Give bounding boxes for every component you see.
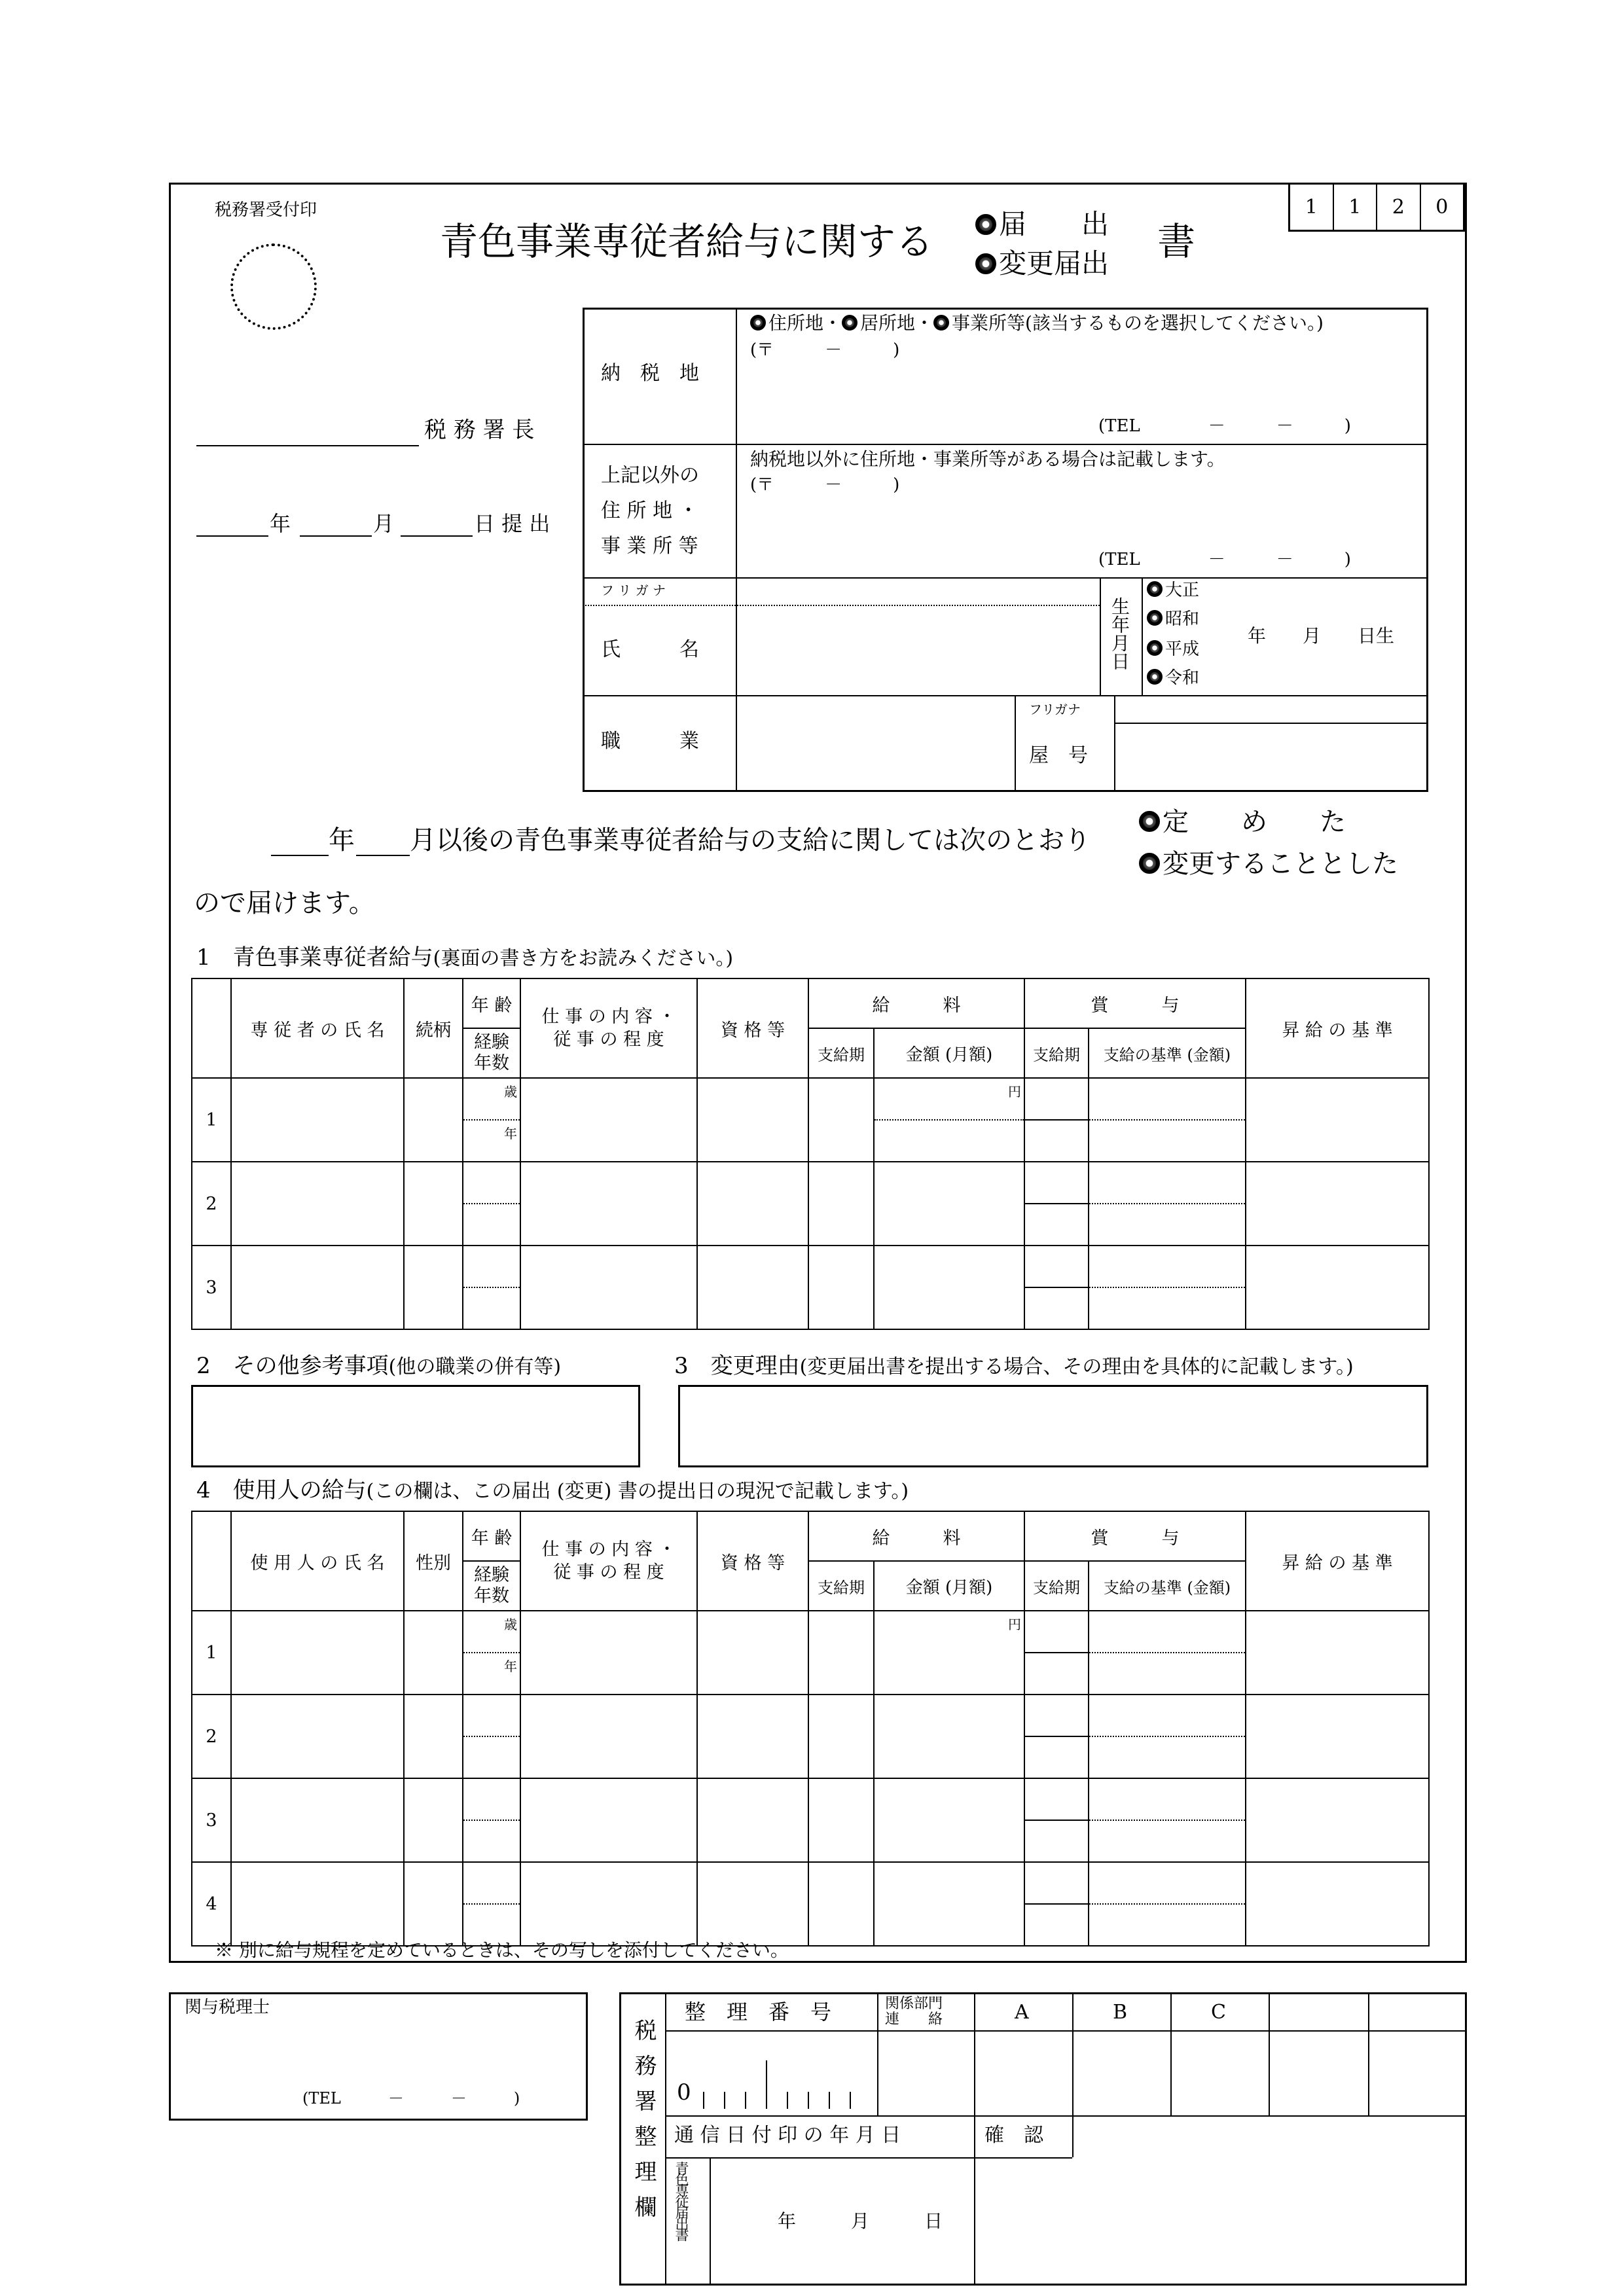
radio-changed[interactable] xyxy=(1139,853,1160,874)
row-divider xyxy=(583,444,1428,445)
row-divider xyxy=(583,695,1428,696)
cell-amount[interactable] xyxy=(874,1078,1024,1162)
cell-age[interactable] xyxy=(463,1862,520,1946)
cell-raise[interactable] xyxy=(1246,1162,1429,1246)
section4-title xyxy=(196,1479,909,1501)
date-year-line[interactable] xyxy=(196,535,268,537)
statement-text: 月以後の青色事業専従者給与の支給に関しては次のとおり xyxy=(410,825,1091,855)
cell-pay-period[interactable] xyxy=(808,1611,874,1695)
office-divider xyxy=(1368,1992,1369,2115)
date-month-label: 月 xyxy=(373,511,395,536)
office-divider xyxy=(1269,1992,1270,2115)
applicant-divider xyxy=(736,308,737,792)
header-age: 年 齢 xyxy=(463,1511,520,1561)
radio-notification[interactable] xyxy=(975,214,996,235)
cell-pay-period[interactable] xyxy=(808,1162,874,1246)
section2-title xyxy=(196,1355,561,1377)
cell-amount[interactable] xyxy=(874,1246,1024,1329)
era-label: 令和 xyxy=(1165,668,1200,688)
statement-month-line[interactable] xyxy=(356,855,410,856)
radio-era[interactable] xyxy=(1147,581,1163,597)
form-title: 青色事業専従者給与に関する xyxy=(440,219,934,264)
cell-name[interactable] xyxy=(231,1078,404,1162)
other-address-postal[interactable]: (〒 － ) xyxy=(750,475,900,495)
cell-age[interactable] xyxy=(463,1778,520,1862)
tax-place-options xyxy=(750,314,1324,332)
header-name: 使 用 人 の 氏 名 xyxy=(231,1511,404,1611)
stamp-label: 税務署受付印 xyxy=(215,200,317,220)
header-amount: 金額 (月額) xyxy=(874,1561,1024,1611)
section3-title xyxy=(674,1355,1354,1377)
cell-pay-period[interactable] xyxy=(808,1862,874,1946)
cell-raise[interactable] xyxy=(1246,1246,1429,1329)
office-date[interactable]: 年 月 日 xyxy=(778,2210,943,2232)
cell-pay-period[interactable] xyxy=(808,1778,874,1862)
header-bonus: 賞 与 xyxy=(1024,978,1246,1028)
cell-gender[interactable] xyxy=(404,1611,463,1695)
office-divider xyxy=(665,2157,1072,2159)
cell-bonus-period[interactable] xyxy=(1024,1862,1089,1946)
yen-unit: 円 xyxy=(1008,1084,1021,1100)
header-raise: 昇 給 の 基 準 xyxy=(1246,978,1429,1078)
cell-age[interactable] xyxy=(463,1695,520,1778)
row-number: 3 xyxy=(192,1778,231,1862)
office-divider xyxy=(665,2030,1467,2032)
other-address-tel[interactable]: (TEL － － ) xyxy=(1098,550,1351,569)
cell-raise[interactable] xyxy=(1246,1611,1429,1695)
header-pay-period: 支給期 xyxy=(808,1028,874,1078)
era-heisei[interactable] xyxy=(1147,640,1199,658)
office-use-side-label: 税務署整理欄 xyxy=(630,2018,657,2231)
cell-amount[interactable] xyxy=(874,1695,1024,1778)
title-option-change[interactable] xyxy=(975,247,1110,279)
furigana-divider xyxy=(583,605,1100,606)
employee-table xyxy=(191,1511,1430,1946)
header-work: 仕 事 の 内 容 ・ 従 事 の 程 度 xyxy=(520,978,697,1078)
row-number: 4 xyxy=(192,1862,231,1946)
cell-qualification[interactable] xyxy=(697,1078,808,1162)
radio-era[interactable] xyxy=(1147,610,1163,626)
form-code-digit: 1 xyxy=(1334,185,1378,230)
cell-relation[interactable] xyxy=(404,1078,463,1162)
header-pay-period: 支給期 xyxy=(808,1561,874,1611)
form-code-digit: 0 xyxy=(1435,196,1449,219)
ref-number-ticks[interactable] xyxy=(694,2060,871,2110)
header-raise: 昇 給 の 基 準 xyxy=(1246,1511,1429,1611)
date-month-line[interactable] xyxy=(300,535,372,537)
cell-pay-period[interactable] xyxy=(808,1078,874,1162)
header-relation: 続柄 xyxy=(404,978,463,1078)
era-label: 昭和 xyxy=(1165,609,1200,629)
cell-bonus-period[interactable] xyxy=(1024,1778,1089,1862)
statement-option-changed[interactable] xyxy=(1139,851,1398,877)
header-bonus-period: 支給期 xyxy=(1024,1561,1089,1611)
table-header-cell xyxy=(192,978,231,1078)
cell-gender[interactable] xyxy=(404,1778,463,1862)
radio-address[interactable] xyxy=(750,315,766,331)
cell-work[interactable] xyxy=(520,1246,697,1329)
cell-raise[interactable] xyxy=(1246,1078,1429,1162)
cell-bonus-basis[interactable] xyxy=(1089,1162,1246,1246)
header-name: 専 従 者 の 氏 名 xyxy=(231,978,404,1078)
header-amount: 金額 (月額) xyxy=(874,1028,1024,1078)
title-option-notification[interactable] xyxy=(975,208,1110,240)
date-day-line[interactable] xyxy=(401,535,473,537)
cell-bonus-period[interactable] xyxy=(1024,1078,1089,1162)
footnote: ※ 別に給与規程を定めているときは、その写しを添付してください。 xyxy=(215,1939,789,1961)
cell-age[interactable] xyxy=(463,1246,520,1329)
cell-amount[interactable] xyxy=(874,1778,1024,1862)
cell-qualification[interactable] xyxy=(697,1611,808,1695)
section1-title-text: 1 青色事業専従者給与 xyxy=(196,944,433,971)
accountant-label: 関与税理士 xyxy=(185,1998,270,2017)
occupation-label: 職 業 xyxy=(601,730,699,753)
row-number: 2 xyxy=(192,1162,231,1246)
table-row xyxy=(192,1162,1429,1246)
cell-pay-period[interactable] xyxy=(808,1246,874,1329)
header-age: 年 齢 xyxy=(463,978,520,1028)
section4-title-text: 4 使用人の給与 xyxy=(196,1477,367,1503)
cell-qualification[interactable] xyxy=(697,1778,808,1862)
table-row xyxy=(192,1695,1429,1778)
cell-work[interactable] xyxy=(520,1162,697,1246)
statement-year: 年 xyxy=(329,825,355,855)
cell-bonus-period[interactable] xyxy=(1024,1246,1089,1329)
statement-year-line[interactable] xyxy=(271,855,329,856)
office-divider xyxy=(1170,1992,1172,2115)
tax-place-tel[interactable]: (TEL － － ) xyxy=(1098,416,1351,436)
section3-note: (変更届出書を提出する場合、その理由を具体的に記載します。) xyxy=(799,1355,1354,1378)
cell-qualification[interactable] xyxy=(697,1695,808,1778)
cell-name[interactable] xyxy=(231,1246,404,1329)
cell-raise[interactable] xyxy=(1246,1862,1429,1946)
cell-work[interactable] xyxy=(520,1862,697,1946)
cell-bonus-basis[interactable] xyxy=(1089,1078,1246,1162)
cell-amount[interactable] xyxy=(874,1862,1024,1946)
table-row xyxy=(192,1078,1429,1162)
radio-era[interactable] xyxy=(1147,640,1163,656)
header-bonus: 賞 与 xyxy=(1024,1511,1246,1561)
furigana-label: フ リ ガ ナ xyxy=(601,583,666,598)
age-unit: 歳 xyxy=(504,1617,517,1632)
office-divider xyxy=(710,2157,711,2286)
header-qualification: 資 格 等 xyxy=(697,978,808,1078)
era-label: 平成 xyxy=(1165,639,1200,659)
header-bonus-basis: 支給の基準 (金額) xyxy=(1089,1561,1246,1611)
statement-option2-label: 変更することとした xyxy=(1163,849,1398,879)
cell-age[interactable] xyxy=(463,1611,520,1695)
section1-note: (裏面の書き方をお読みください。) xyxy=(433,947,734,970)
cell-name[interactable] xyxy=(231,1862,404,1946)
form-code-digit: 1 xyxy=(1290,185,1334,230)
ref-number-prefix: 0 xyxy=(677,2079,691,2106)
age-unit: 歳 xyxy=(504,1084,517,1100)
form-tag: 青色専従届出書 xyxy=(674,2161,689,2239)
cell-relation[interactable] xyxy=(404,1162,463,1246)
birth-date[interactable]: 年 月 日生 xyxy=(1248,625,1395,647)
col-a-label: A xyxy=(1015,2001,1029,2024)
table-row xyxy=(192,1862,1429,1946)
cell-name[interactable] xyxy=(231,1695,404,1778)
trade-furigana-label: フリガナ xyxy=(1029,702,1081,717)
title-suffix: 書 xyxy=(1157,219,1196,264)
row-number: 1 xyxy=(192,1611,231,1695)
title-option1-label: 届 出 xyxy=(999,208,1110,240)
row-number: 2 xyxy=(192,1695,231,1778)
header-qualification: 資 格 等 xyxy=(697,1511,808,1611)
office-divider xyxy=(1072,1992,1074,2157)
cell-qualification[interactable] xyxy=(697,1862,808,1946)
office-divider xyxy=(877,1992,878,2115)
era-label: 大正 xyxy=(1165,581,1200,600)
date-year-label: 年 xyxy=(270,511,291,536)
option-office-label: 事業所等(該当するものを選択してください。) xyxy=(952,312,1324,334)
table-row xyxy=(192,1246,1429,1329)
confirm-label: 確 認 xyxy=(984,2124,1043,2147)
header-gender: 性別 xyxy=(404,1511,463,1611)
option-address-label: 住所地・ xyxy=(768,312,842,334)
cell-amount[interactable] xyxy=(874,1162,1024,1246)
cell-bonus-basis[interactable] xyxy=(1089,1695,1246,1778)
cell-qualification[interactable] xyxy=(697,1246,808,1329)
section2-title-text: 2 その他参考事項 xyxy=(196,1353,389,1379)
cell-bonus-period[interactable] xyxy=(1024,1611,1089,1695)
cell-age[interactable] xyxy=(463,1078,520,1162)
trade-divider xyxy=(1015,695,1016,792)
name-label: 氏 名 xyxy=(601,638,699,661)
statement-line2: ので届けます。 xyxy=(194,888,375,918)
cell-bonus-basis[interactable] xyxy=(1089,1862,1246,1946)
table-row xyxy=(192,1611,1429,1695)
birth-divider2 xyxy=(1142,577,1143,695)
accountant-tel[interactable]: (TEL － － ) xyxy=(302,2089,520,2108)
other-reference-box[interactable] xyxy=(191,1385,640,1467)
header-experience: 経験年数 xyxy=(463,1028,520,1078)
row-divider xyxy=(583,577,1428,579)
cell-work[interactable] xyxy=(520,1695,697,1778)
section4-note: (この欄は、この届出 (変更) 書の提出日の現況で記載します。) xyxy=(366,1480,909,1503)
table-row xyxy=(192,1778,1429,1862)
col-b-label: B xyxy=(1113,2001,1128,2024)
radio-change-notification[interactable] xyxy=(975,253,996,274)
era-taisho[interactable] xyxy=(1147,581,1199,599)
stamp-circle xyxy=(230,243,317,330)
family-employee-table xyxy=(191,978,1430,1330)
office-divider xyxy=(665,2115,1467,2117)
dept-label: 関係部門 連 絡 xyxy=(885,1996,943,2028)
cell-gender[interactable] xyxy=(404,1695,463,1778)
radio-determined[interactable] xyxy=(1139,811,1160,832)
header-salary: 給 料 xyxy=(808,1511,1024,1561)
cell-bonus-period[interactable] xyxy=(1024,1695,1089,1778)
row-number: 3 xyxy=(192,1246,231,1329)
ref-number-label: 整 理 番 号 xyxy=(685,2000,832,2024)
radio-residence[interactable] xyxy=(842,315,857,331)
trade-name-label: 屋 号 xyxy=(1029,744,1088,767)
title-option2-label: 変更届出 xyxy=(999,247,1110,279)
cell-bonus-basis[interactable] xyxy=(1089,1246,1246,1329)
header-bonus-period: 支給期 xyxy=(1024,1028,1089,1078)
form-code-digit: 2 xyxy=(1377,185,1421,230)
radio-office[interactable] xyxy=(933,315,949,331)
form-code xyxy=(1288,185,1465,232)
cell-bonus-basis[interactable] xyxy=(1089,1611,1246,1695)
office-divider xyxy=(974,1992,975,2286)
cell-qualification[interactable] xyxy=(697,1162,808,1246)
trade-divider2 xyxy=(1114,695,1115,792)
header-work: 仕 事 の 内 容 ・ 従 事 の 程 度 xyxy=(520,1511,697,1611)
header-salary: 給 料 xyxy=(808,978,1024,1028)
col-c-label: C xyxy=(1211,2001,1226,2024)
other-address-label-3: 事 業 所 等 xyxy=(601,535,698,558)
other-address-note: 納税地以外に住所地・事業所等がある場合は記載します。 xyxy=(750,448,1225,470)
row-number: 1 xyxy=(192,1078,231,1162)
year-unit: 年 xyxy=(504,1126,517,1141)
cell-gender[interactable] xyxy=(404,1862,463,1946)
statement-option1-label: 定 め た xyxy=(1163,807,1346,837)
section1-title xyxy=(196,946,733,969)
office-name-line[interactable] xyxy=(196,445,419,446)
section3-title-text: 3 変更理由 xyxy=(674,1353,800,1379)
cell-work[interactable] xyxy=(520,1078,697,1162)
year-unit: 年 xyxy=(504,1659,517,1674)
change-reason-box[interactable] xyxy=(678,1385,1428,1467)
cell-amount[interactable] xyxy=(874,1611,1024,1695)
cell-name[interactable] xyxy=(231,1611,404,1695)
cell-pay-period[interactable] xyxy=(808,1695,874,1778)
trade-furigana-divider xyxy=(1114,723,1428,724)
date-day-label: 日 提 出 xyxy=(474,511,550,536)
other-address-label-2: 住 所 地 ・ xyxy=(601,499,698,522)
cell-bonus-basis[interactable] xyxy=(1089,1778,1246,1862)
cell-name[interactable] xyxy=(231,1162,404,1246)
statement-option-determined[interactable] xyxy=(1139,809,1346,835)
radio-era[interactable] xyxy=(1147,669,1163,685)
comm-date-label: 通 信 日 付 印 の 年 月 日 xyxy=(674,2124,901,2147)
cell-relation[interactable] xyxy=(404,1246,463,1329)
office-divider xyxy=(665,1992,666,2286)
cell-bonus-period[interactable] xyxy=(1024,1162,1089,1246)
yen-unit: 円 xyxy=(1008,1617,1021,1632)
table-header-cell xyxy=(192,1511,231,1611)
cell-work[interactable] xyxy=(520,1611,697,1695)
birth-label: 生年月日 xyxy=(1109,597,1130,670)
other-address-label-1: 上記以外の xyxy=(601,464,699,487)
option-residence-label: 居所地・ xyxy=(860,312,934,334)
header-bonus-basis: 支給の基準 (金額) xyxy=(1089,1028,1246,1078)
cell-raise[interactable] xyxy=(1246,1778,1429,1862)
office-chief-label: 税 務 署 長 xyxy=(424,417,535,443)
cell-age[interactable] xyxy=(463,1162,520,1246)
era-reiwa[interactable] xyxy=(1147,669,1199,687)
section2-note: (他の職業の併有等) xyxy=(388,1355,562,1378)
cell-work[interactable] xyxy=(520,1778,697,1862)
cell-raise[interactable] xyxy=(1246,1695,1429,1778)
cell-name[interactable] xyxy=(231,1778,404,1862)
era-showa[interactable] xyxy=(1147,610,1199,628)
header-experience: 経験年数 xyxy=(463,1561,520,1611)
birth-divider xyxy=(1100,577,1101,695)
tax-place-label: 納 税 地 xyxy=(601,362,699,385)
tax-place-postal[interactable]: (〒 － ) xyxy=(750,340,900,360)
